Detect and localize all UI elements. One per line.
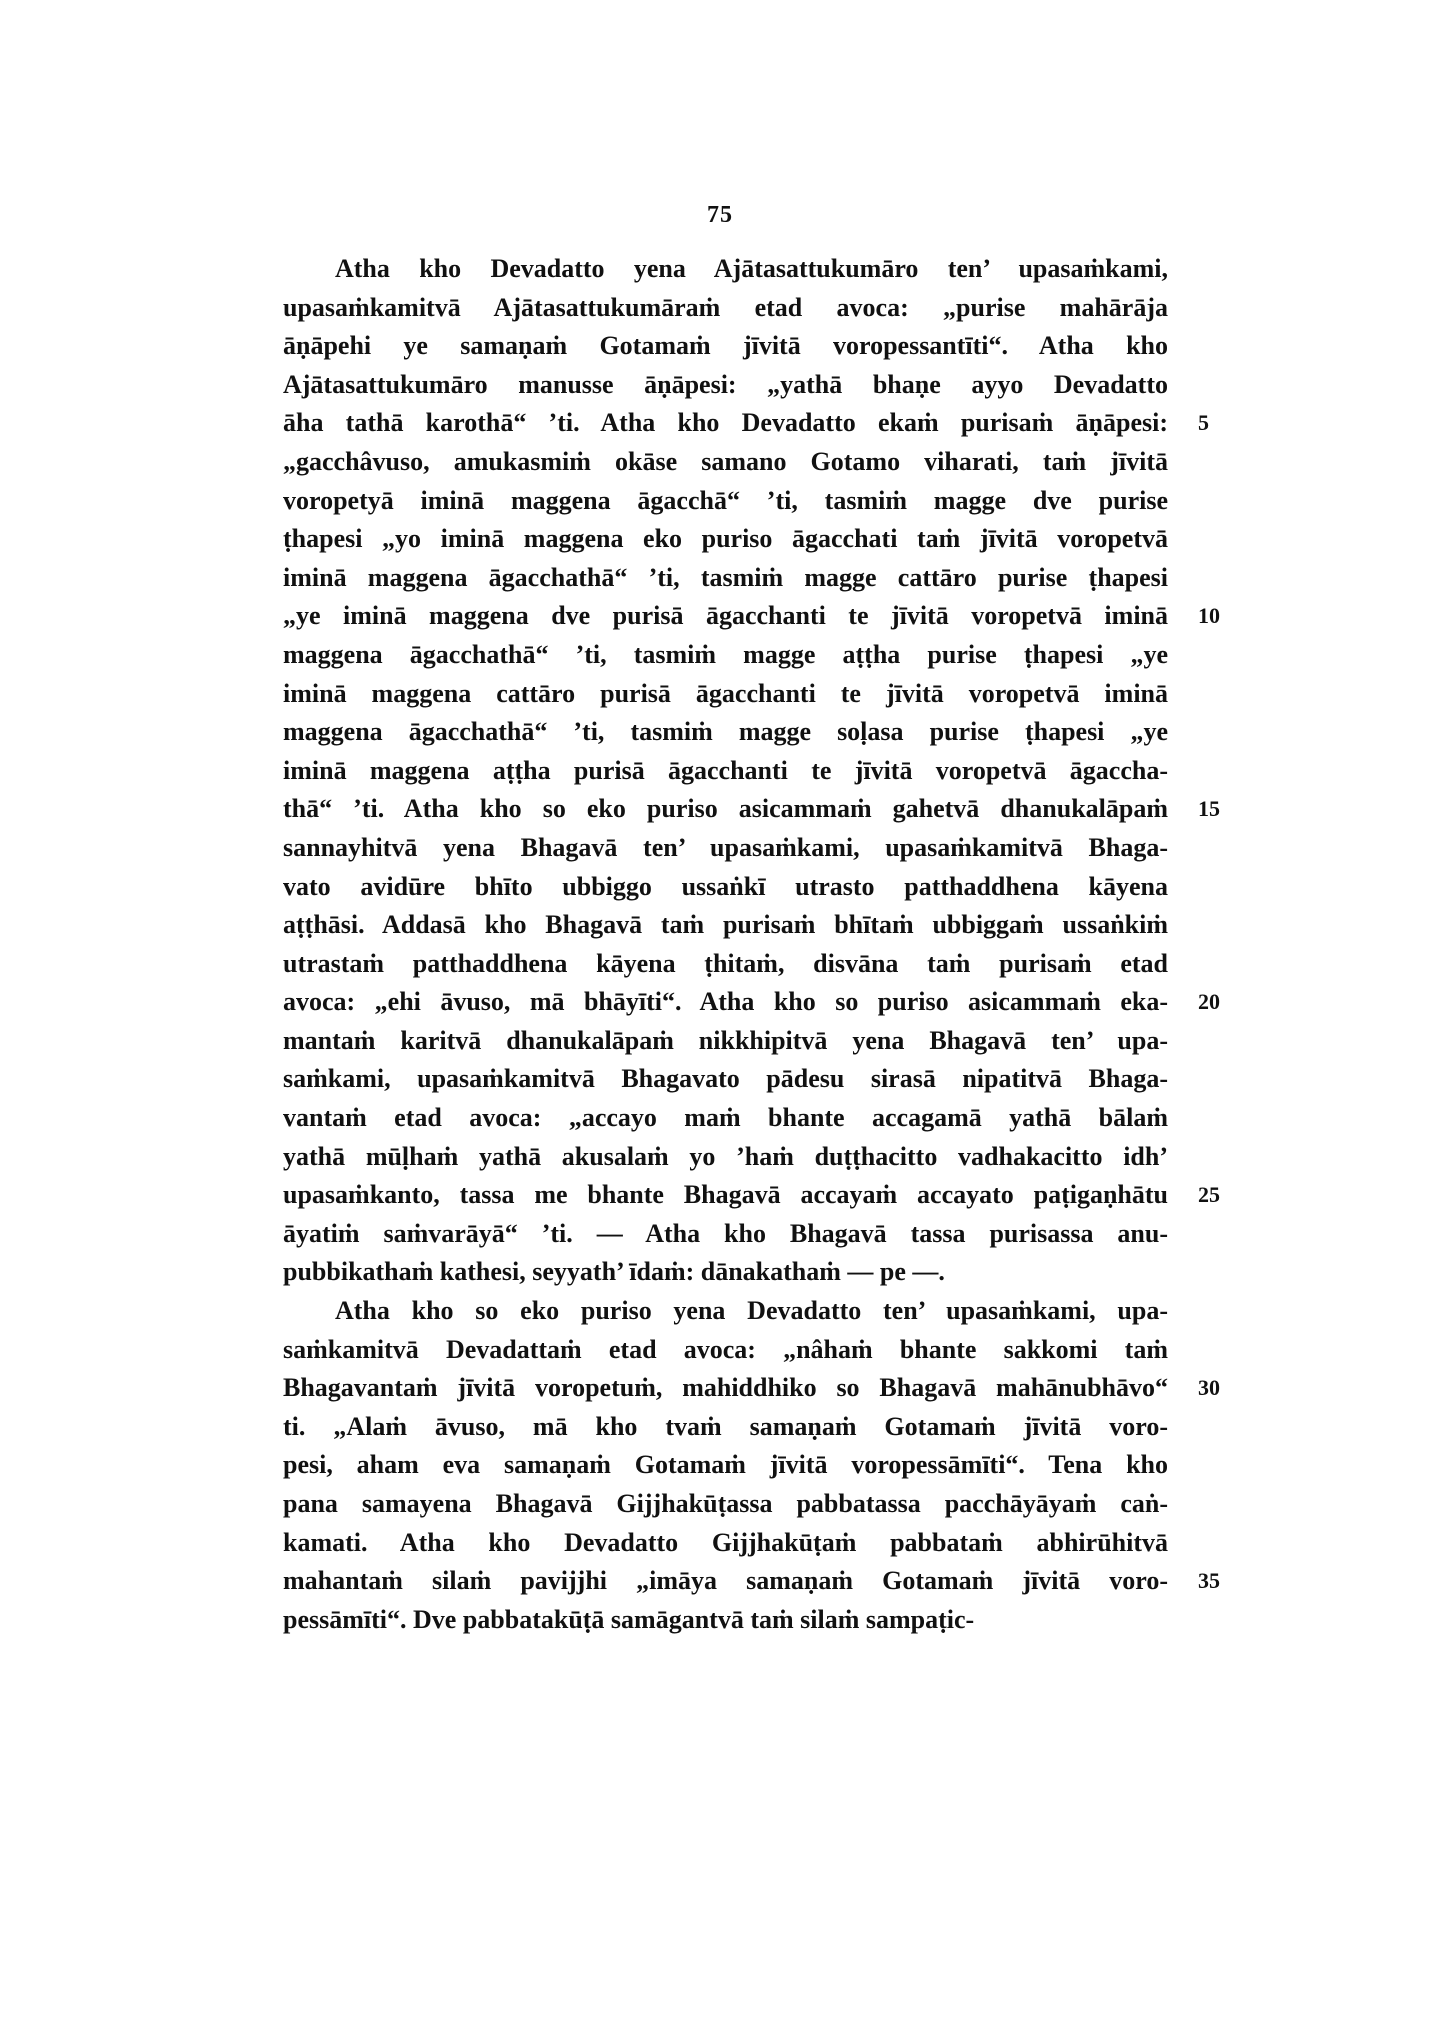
text-line [283, 1485, 1168, 1524]
text-line [283, 1022, 1168, 1061]
line-text: āyatiṁ saṁvarāyā“ ’ti. — Atha kho Bhagavā tassa purisassa anu- [283, 1218, 1168, 1248]
line-text: āha tathā karothā“ ’ti. Atha kho Devadatto ekaṁ purisaṁ āṇāpesi: [283, 408, 1168, 438]
line-number: 5 [1198, 410, 1209, 436]
text-line [283, 289, 1168, 328]
text-line [283, 1215, 1168, 1254]
text-line [283, 868, 1168, 907]
line-text: utrastaṁ patthaddhena kāyena ṭhitaṁ, disvāna taṁ purisaṁ etad [283, 948, 1168, 978]
text-line [283, 1099, 1168, 1138]
text-line [283, 327, 1168, 366]
body-text [283, 250, 1220, 1639]
line-number: 15 [1198, 796, 1220, 822]
line-text: pesi, aham eva samaṇaṁ Gotamaṁ jīvitā voropessāmīti“. Tena kho [283, 1450, 1168, 1480]
line-text: Atha kho so eko puriso yena Devadatto ten’ upasaṁkami, upa- [335, 1296, 1168, 1326]
line-number: 35 [1198, 1568, 1220, 1594]
line-text: „gacchâvuso, amukasmiṁ okāse samano Gotamo viharati, taṁ jīvitā [283, 446, 1168, 476]
text-line [283, 443, 1168, 482]
text-line [283, 1408, 1168, 1447]
line-text: maggena āgacchathā“ ’ti, tasmiṁ magge aṭṭha purise ṭhapesi „ye [283, 639, 1168, 669]
text-line [283, 945, 1168, 984]
line-text: mantaṁ karitvā dhanukalāpaṁ nikkhipitvā yena Bhagavā ten’ upa- [283, 1025, 1168, 1055]
text-line [283, 1331, 1168, 1370]
text-line [283, 829, 1168, 868]
text-line [283, 636, 1168, 675]
text-line [283, 1292, 1168, 1331]
text-line [283, 675, 1168, 714]
line-text: iminā maggena aṭṭha purisā āgacchanti te jīvitā voropetvā āgaccha- [283, 755, 1168, 785]
line-number: 25 [1198, 1182, 1220, 1208]
text-line [283, 1446, 1168, 1485]
text-line [283, 366, 1168, 405]
line-text: saṁkamitvā Devadattaṁ etad avoca: „nâhaṁ bhante sakkomi taṁ [283, 1334, 1168, 1364]
text-line [283, 1060, 1168, 1099]
text-line [283, 1369, 1220, 1408]
line-text: kamati. Atha kho Devadatto Gijjhakūṭaṁ pabbataṁ abhirūhitvā [283, 1527, 1168, 1557]
text-line [283, 404, 1209, 443]
line-text: iminā maggena cattāro purisā āgacchanti te jīvitā voropetvā iminā [283, 678, 1168, 708]
line-number: 20 [1198, 989, 1220, 1015]
line-text: maggena āgacchathā“ ’ti, tasmiṁ magge soḷasa purise ṭhapesi „ye [283, 717, 1168, 747]
line-text: Ajātasattukumāro manusse āṇāpesi: „yathā bhaṇe ayyo Devadatto [283, 369, 1168, 399]
line-text: aṭṭhāsi. Addasā kho Bhagavā taṁ purisaṁ bhītaṁ ubbiggaṁ ussaṅkiṁ [283, 910, 1168, 940]
text-line [283, 1176, 1220, 1215]
line-text: pessāmīti“. Dve pabbatakūṭā samāgantvā taṁ silaṁ sampaṭic- [283, 1604, 975, 1634]
line-text: upasaṁkanto, tassa me bhante Bhagavā accayaṁ accayato paṭigaṇhātu [283, 1180, 1168, 1210]
text-line [283, 713, 1168, 752]
line-text: vantaṁ etad avoca: „accayo maṁ bhante accagamā yathā bālaṁ [283, 1103, 1168, 1133]
text-line [283, 520, 1168, 559]
text-line [283, 559, 1168, 598]
line-text: avoca: „ehi āvuso, mā bhāyīti“. Atha kho so puriso asicammaṁ eka- [283, 987, 1168, 1017]
line-text: voropetyā iminā maggena āgacchā“ ’ti, tasmiṁ magge dve purise [283, 485, 1168, 515]
text-line [283, 1562, 1220, 1601]
page-number: 75 [707, 202, 733, 228]
text-line [283, 482, 1168, 521]
text-line [283, 752, 1168, 791]
text-line [283, 250, 1168, 289]
line-text: „ye iminā maggena dve purisā āgacchanti te jīvitā voropetvā iminā [283, 601, 1168, 631]
line-text: mahantaṁ silaṁ pavijjhi „imāya samaṇaṁ Gotamaṁ jīvitā voro- [283, 1566, 1168, 1596]
text-line [283, 1138, 1168, 1177]
text-line [283, 983, 1220, 1022]
line-text: saṁkami, upasaṁkamitvā Bhagavato pādesu sirasā nipatitvā Bhaga- [283, 1064, 1168, 1094]
text-line [283, 1601, 1168, 1640]
text-line [283, 597, 1220, 636]
line-number: 10 [1198, 603, 1220, 629]
line-text: thā“ ’ti. Atha kho so eko puriso asicammaṁ gahetvā dhanukalāpaṁ [283, 794, 1168, 824]
text-line [283, 1524, 1168, 1563]
line-text: vato avidūre bhīto ubbiggo ussaṅkī utrasto patthaddhena kāyena [283, 871, 1168, 901]
line-text: yathā mūḷhaṁ yathā akusalaṁ yo ’haṁ duṭṭhacitto vadhakacitto idh’ [283, 1141, 1168, 1171]
line-text: pubbikathaṁ kathesi, seyyath’ īdaṁ: dānakathaṁ — pe —. [283, 1257, 945, 1287]
line-text: upasaṁkamitvā Ajātasattukumāraṁ etad avoca: „purise mahārāja [283, 292, 1168, 322]
text-line [283, 790, 1220, 829]
line-text: āṇāpehi ye samaṇaṁ Gotamaṁ jīvitā voropessantīti“. Atha kho [283, 331, 1168, 361]
text-line [283, 1253, 1168, 1292]
line-text: Atha kho Devadatto yena Ajātasattukumāro ten’ upasaṁkami, [335, 254, 1168, 283]
line-text: ti. „Alaṁ āvuso, mā kho tvaṁ samaṇaṁ Gotamaṁ jīvitā voro- [283, 1411, 1168, 1441]
line-text: sannayhitvā yena Bhagavā ten’ upasaṁkami, upasaṁkamitvā Bhaga- [283, 832, 1168, 862]
line-text: pana samayena Bhagavā Gijjhakūṭassa pabbatassa pacchāyāyaṁ caṅ- [283, 1489, 1168, 1518]
line-text: Bhagavantaṁ jīvitā voropetuṁ, mahiddhiko so Bhagavā mahānubhāvo“ [283, 1373, 1168, 1403]
line-text: iminā maggena āgacchathā“ ’ti, tasmiṁ magge cattāro purise ṭhapesi [283, 562, 1168, 592]
line-number: 30 [1198, 1375, 1220, 1401]
text-line [283, 906, 1168, 945]
line-text: ṭhapesi „yo iminā maggena eko puriso āgacchati taṁ jīvitā voropetvā [283, 524, 1168, 554]
